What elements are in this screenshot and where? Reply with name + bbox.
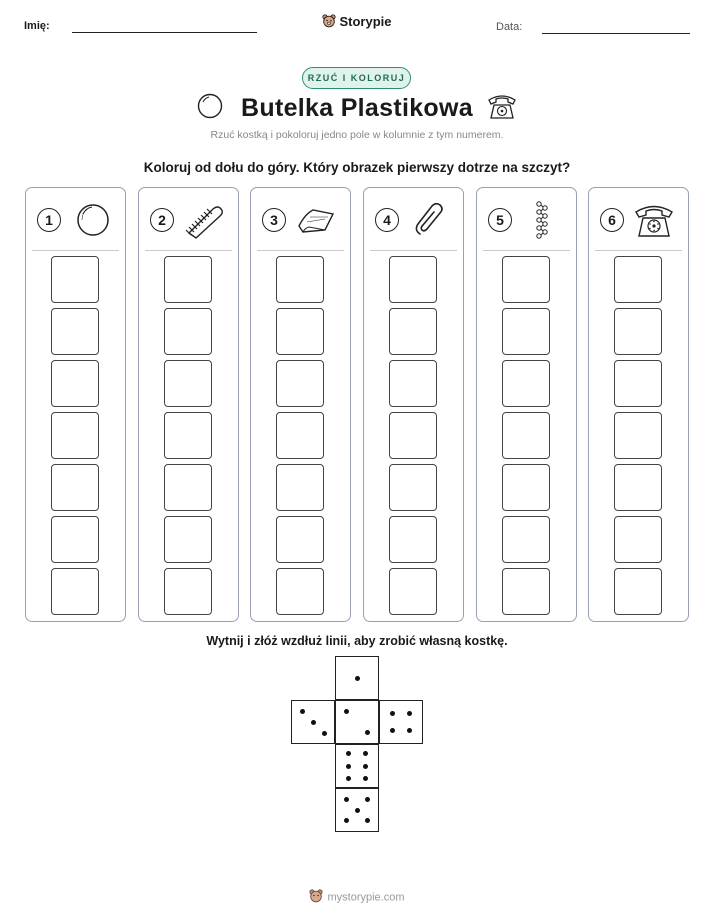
column-divider: [595, 250, 682, 251]
color-cell[interactable]: [51, 360, 99, 407]
dice-face-1: [335, 656, 379, 700]
title-telephone-icon: [486, 91, 518, 121]
column-number: 6: [600, 208, 624, 232]
dice-face-5: [335, 788, 379, 832]
dice-pip: [311, 720, 316, 725]
color-cell[interactable]: [502, 256, 550, 303]
color-cell[interactable]: [502, 516, 550, 563]
column-header: [26, 188, 125, 250]
dice-pip: [390, 728, 395, 733]
color-cell[interactable]: [164, 308, 212, 355]
color-cell[interactable]: [51, 256, 99, 303]
dice-pip: [344, 709, 349, 714]
dice-pip: [346, 764, 351, 769]
column-divider: [257, 250, 344, 251]
column-number: 5: [488, 208, 512, 232]
cloth-icon: [295, 200, 337, 240]
dice-pip: [355, 808, 360, 813]
dice-pip: [300, 709, 305, 714]
color-cell[interactable]: [51, 308, 99, 355]
molecule-chain-icon: [521, 200, 563, 240]
comb-icon: [183, 200, 225, 240]
name-line: [72, 32, 257, 33]
page-title: Butelka Plastikowa: [241, 94, 473, 122]
color-cell[interactable]: [614, 568, 662, 615]
column-divider: [370, 250, 457, 251]
color-cell[interactable]: [164, 464, 212, 511]
color-cell[interactable]: [389, 464, 437, 511]
dice-pip: [365, 797, 370, 802]
color-cell[interactable]: [389, 568, 437, 615]
dice-pip: [344, 797, 349, 802]
telephone-icon: [633, 200, 675, 240]
dice-pip: [344, 818, 349, 823]
column-header: [139, 188, 238, 250]
date-label: Data:: [496, 21, 523, 33]
game-type-badge: RZUĆ I KOLORUJ: [302, 67, 411, 89]
column-header: [477, 188, 576, 250]
brand-name: Storypie: [339, 14, 392, 29]
color-cell[interactable]: [276, 360, 324, 407]
column-number: 1: [37, 208, 61, 232]
dice-pip: [365, 730, 370, 735]
column-header: [251, 188, 350, 250]
dice-face-3: [291, 700, 335, 744]
color-cell[interactable]: [389, 308, 437, 355]
paperclip-icon: [408, 200, 450, 240]
dice-pip: [390, 711, 395, 716]
column-number: 4: [375, 208, 399, 232]
dice-pip: [355, 676, 360, 681]
color-cell[interactable]: [164, 256, 212, 303]
subtitle: Rzuć kostką i pokoloruj jedno pole w kolumnie z tym numerem.: [210, 129, 504, 141]
color-cell[interactable]: [389, 256, 437, 303]
color-cell[interactable]: [502, 568, 550, 615]
column-5: [476, 187, 577, 622]
color-cell[interactable]: [502, 360, 550, 407]
color-cell[interactable]: [164, 412, 212, 459]
column-divider: [145, 250, 232, 251]
plastic-bottle-icon: [70, 200, 112, 240]
dice-pip: [363, 776, 368, 781]
color-cell[interactable]: [614, 464, 662, 511]
dice-pip: [407, 711, 412, 716]
column-4: [363, 187, 464, 622]
dice-pip: [365, 818, 370, 823]
color-cell[interactable]: [614, 516, 662, 563]
color-cell[interactable]: [614, 412, 662, 459]
color-cell[interactable]: [164, 516, 212, 563]
column-header: [589, 188, 688, 250]
footer: [0, 889, 714, 906]
column-2: [138, 187, 239, 622]
dice-pip: [363, 764, 368, 769]
dice-face-2: [335, 700, 379, 744]
color-cell[interactable]: [502, 308, 550, 355]
brand-logo: [0, 14, 714, 31]
color-cell[interactable]: [51, 516, 99, 563]
color-cell[interactable]: [502, 412, 550, 459]
dice-pip: [322, 731, 327, 736]
color-cell[interactable]: [51, 464, 99, 511]
color-cell[interactable]: [276, 464, 324, 511]
column-divider: [483, 250, 570, 251]
color-cell[interactable]: [614, 360, 662, 407]
cut-instruction: Wytnij i złóż wzdłuż linii, aby zrobić własną kostkę.: [206, 634, 508, 648]
column-header: [364, 188, 463, 250]
color-cell[interactable]: [276, 412, 324, 459]
color-cell[interactable]: [389, 360, 437, 407]
column-1: [25, 187, 126, 622]
footer-url: mystorypie.com: [327, 891, 405, 904]
bear-icon: [322, 14, 336, 31]
color-cell[interactable]: [614, 256, 662, 303]
color-cell[interactable]: [389, 412, 437, 459]
color-cell[interactable]: [614, 308, 662, 355]
color-cell[interactable]: [276, 308, 324, 355]
footer-bear-icon: [309, 889, 323, 906]
color-cell[interactable]: [276, 516, 324, 563]
color-cell[interactable]: [389, 516, 437, 563]
coloring-instruction: Koloruj od dołu do góry. Który obrazek pierwszy dotrze na szczyt?: [143, 160, 571, 175]
column-6: [588, 187, 689, 622]
column-divider: [32, 250, 119, 251]
dice-pip: [346, 776, 351, 781]
column-number: 3: [262, 208, 286, 232]
column-3: [250, 187, 351, 622]
dice-pip: [363, 751, 368, 756]
color-cell[interactable]: [51, 412, 99, 459]
color-cell[interactable]: [276, 256, 324, 303]
color-cell[interactable]: [502, 464, 550, 511]
date-line: [542, 33, 690, 34]
column-number: 2: [150, 208, 174, 232]
color-cell[interactable]: [276, 568, 324, 615]
dice-face-4: [379, 700, 423, 744]
color-cell[interactable]: [51, 568, 99, 615]
name-label: Imię:: [24, 20, 50, 32]
dice-pip: [346, 751, 351, 756]
color-cell[interactable]: [164, 360, 212, 407]
dice-pip: [407, 728, 412, 733]
color-cell[interactable]: [164, 568, 212, 615]
dice-face-6: [335, 744, 379, 788]
